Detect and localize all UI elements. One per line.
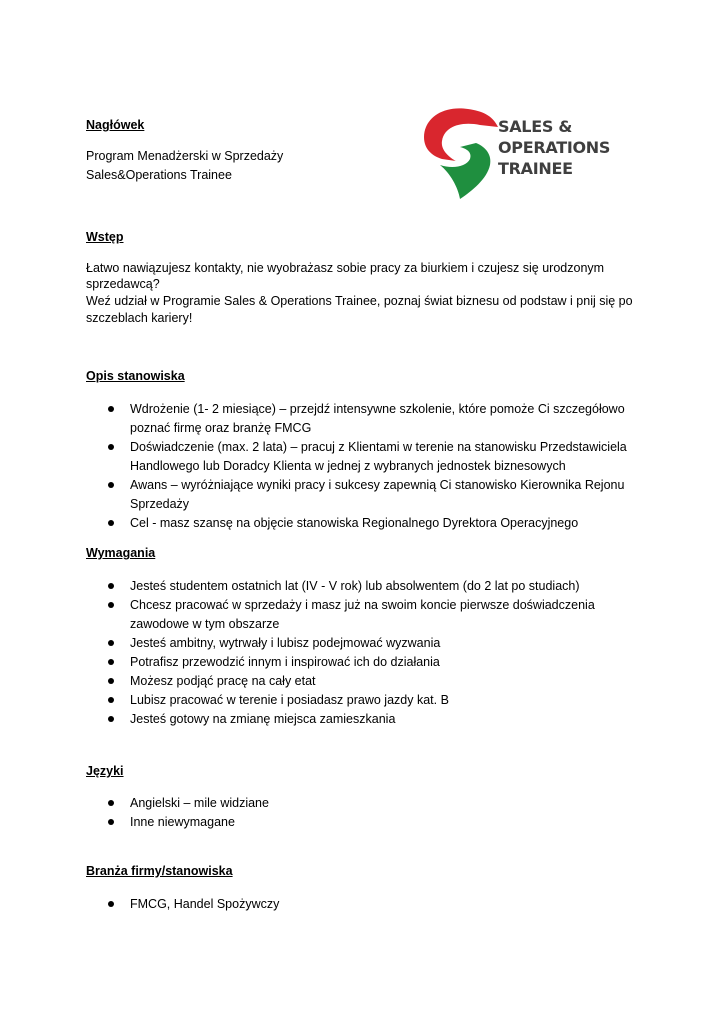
list-item: Możesz podjąć pracę na cały etat — [105, 672, 645, 691]
description-heading: Opis stanowiska — [86, 369, 185, 383]
list-item: Lubisz pracować w terenie i posiadasz prawo jazdy kat. B — [105, 691, 645, 710]
intro-heading: Wstęp — [86, 230, 124, 244]
intro-line-1: Łatwo nawiązujesz kontakty, nie wyobrażasz sobie pracy za biurkiem i czujesz się urodzonym — [86, 261, 605, 275]
logo-text-line2: OPERATIONS — [498, 138, 611, 157]
list-item: Cel - masz szansę na objęcie stanowiska Regionalnego Dyrektora Operacyjnego — [105, 514, 645, 533]
industry-list — [105, 895, 645, 914]
list-item: Wdrożenie (1- 2 miesiące) – przejdź intensywne szkolenie, które pomoże Ci szczegółowo poznać firmę oraz branżę FMCG — [105, 400, 645, 438]
intro-line-4: szczeblach kariery! — [86, 311, 193, 325]
intro-line-3: Weź udział w Programie Sales & Operations Trainee, poznaj świat biznesu od podstaw i pnij się po — [86, 294, 633, 308]
requirements-heading: Wymagania — [86, 546, 156, 560]
list-item: Jesteś gotowy na zmianę miejsca zamieszkania — [105, 710, 645, 729]
intro-line-2: sprzedawcą? — [86, 277, 160, 291]
list-item: Potrafisz przewodzić innym i inspirować ich do działania — [105, 653, 645, 672]
logo-s-mark-icon — [420, 103, 500, 201]
logo-text-line3: TRAINEE — [498, 159, 573, 178]
list-item: Inne niewymagane — [105, 813, 645, 832]
list-item: Doświadczenie (max. 2 lata) – pracuj z Klientami w terenie na stanowisku Przedstawiciela Handlowego lub Doradcy Klienta w jednej z wybranych jednostek biznesowych — [105, 438, 645, 476]
header-line-1: Program Menadżerski w Sprzedaży — [86, 149, 284, 163]
header-heading: Nagłówek — [86, 118, 145, 132]
logo-text-line1: SALES & — [498, 117, 572, 136]
list-item: FMCG, Handel Spożywczy — [105, 895, 645, 914]
list-item: Angielski – mile widziane — [105, 794, 645, 813]
languages-list — [105, 794, 645, 832]
description-list — [105, 400, 645, 533]
list-item: Awans – wyróżniające wyniki pracy i sukcesy zapewnią Ci stanowisko Kierownika Rejonu Sprzedaży — [105, 476, 645, 514]
list-item: Jesteś studentem ostatnich lat (IV - V rok) lub absolwentem (do 2 lat po studiach) — [105, 577, 645, 596]
header-line-2: Sales&Operations Trainee — [86, 168, 232, 182]
industry-heading: Branża firmy/stanowiska — [86, 864, 233, 878]
sales-operations-trainee-logo — [420, 103, 610, 201]
requirements-list — [105, 577, 645, 729]
list-item: Chcesz pracować w sprzedaży i masz już na swoim koncie pierwsze doświadczenia zawodowe w tym obszarze — [105, 596, 645, 634]
languages-heading: Języki — [86, 764, 124, 778]
list-item: Jesteś ambitny, wytrwały i lubisz podejmować wyzwania — [105, 634, 645, 653]
